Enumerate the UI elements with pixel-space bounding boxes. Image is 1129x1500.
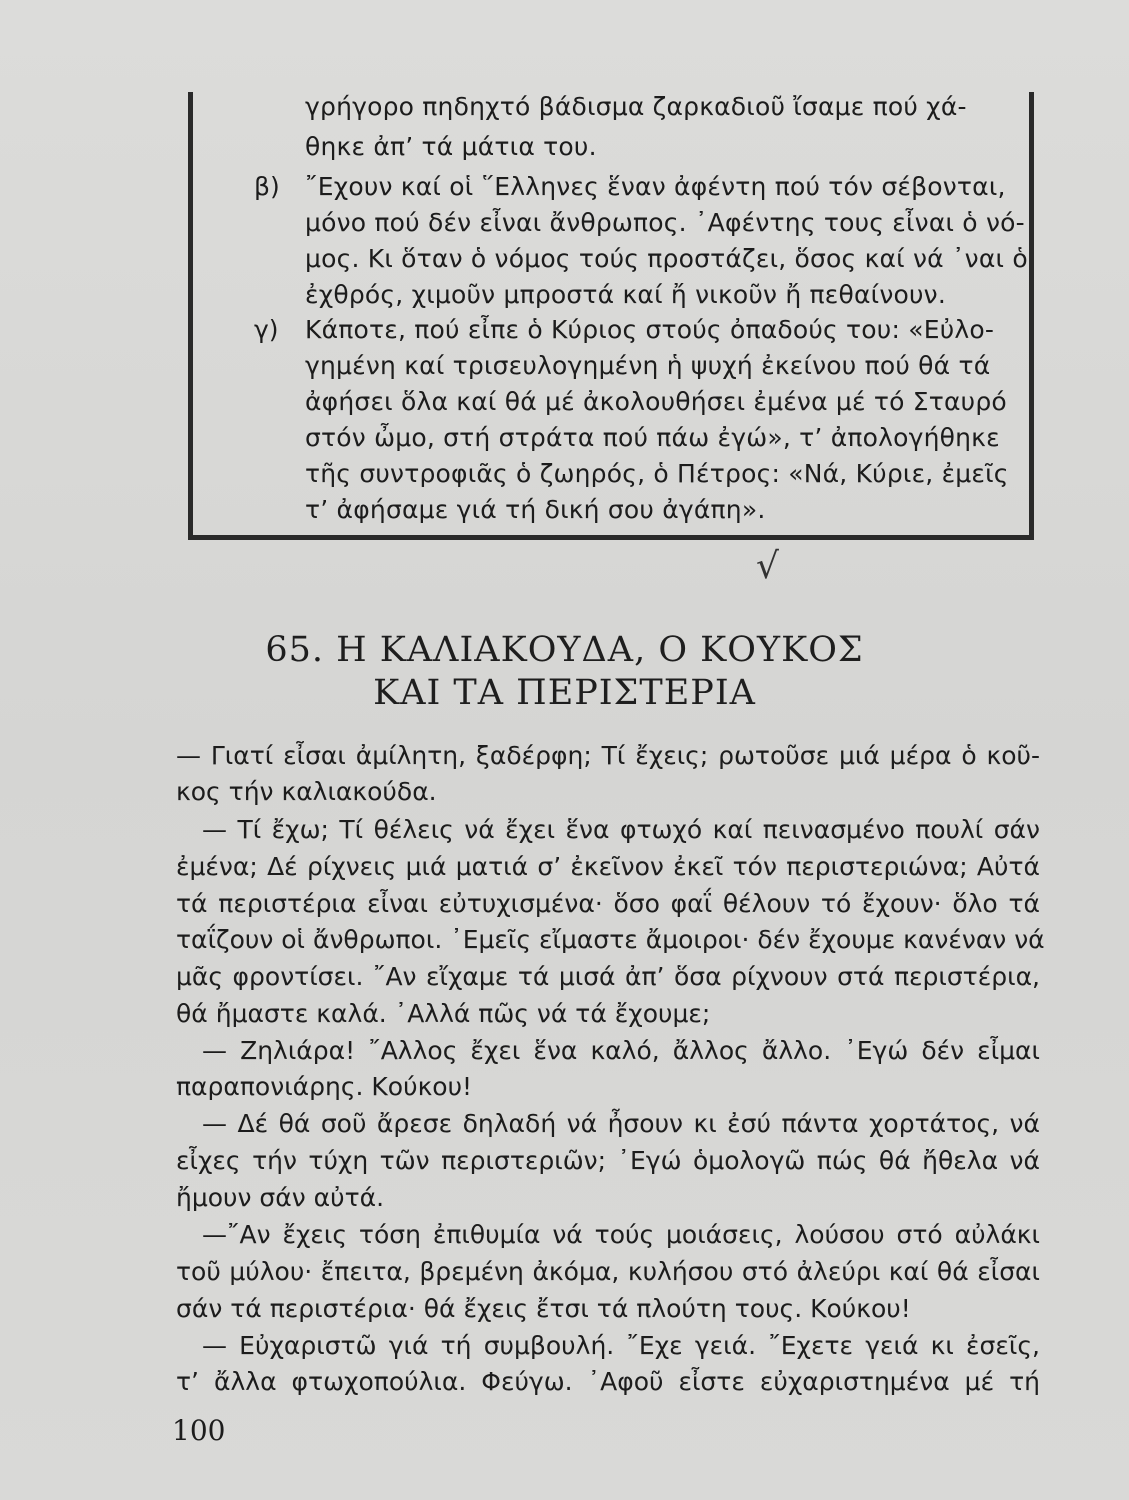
body-line: σάν τά περιστέρια· θά ἔχεις ἔτσι τά πλούτη τους. Κούκου! — [176, 1294, 911, 1323]
body-line: — Γιατί εἶσαι ἀμίλητη, ξαδέρφη; Τί ἔχεις; ρωτοῦσε μιά μέρα ὁ κοῦ- — [176, 741, 1040, 770]
chapter-title-line2: ΚΑΙ ΤΑ ΠΕΡΙΣΤΕΡΙΑ — [373, 673, 756, 713]
handwritten-check-mark: √ — [756, 546, 779, 587]
page-number: 100 — [172, 1414, 226, 1447]
excerpt-line: μος. Κι ὅταν ὁ νόμος τούς προστάζει, ὅσος καί νά ᾿ναι ὁ — [305, 244, 1028, 273]
excerpt-line: τῆς συντροφιᾶς ὁ ζωηρός, ὁ Πέτρος: «Νά, Κύριε, ἐμεῖς — [305, 459, 1009, 488]
body-line: — Δέ θά σοῦ ἄρεσε δηλαδή νά ἦσουν κι ἐσύ πάντα χορτάτος, νά — [202, 1109, 1040, 1138]
body-line: κος τήν καλιακούδα. — [176, 777, 437, 806]
excerpt-line: τ’ ἀφήσαμε γιά τή δική σου ἀγάπη». — [305, 495, 766, 524]
body-line: παραπονιάρης. Κούκου! — [176, 1072, 473, 1101]
excerpt-line: θηκε ἀπ’ τά μάτια του. — [305, 132, 597, 161]
body-line: τοῦ μύλου· ἔπειτα, βρεμένη ἀκόμα, κυλήσου στό ἀλεύρι καί θά εἶσαι — [176, 1257, 1040, 1286]
excerpt-line: ῎Εχουν καί οἱ ῞Ελληνες ἕναν ἀφέντη πού τόν σέβονται, — [305, 172, 1006, 201]
excerpt-line: γρήγορο πηδηχτό βάδισμα ζαρκαδιοῦ ἴσαμε πού χά- — [305, 92, 967, 121]
body-line: τ’ ἄλλα φτωχοπούλια. Φεύγω. ᾿Αφοῦ εἶστε εὐχαριστημένα μέ τή — [176, 1367, 1040, 1396]
body-line: εἶχες τήν τύχη τῶν περιστεριῶν; ᾿Εγώ ὁμολογῶ πώς θά ἤθελα νά — [176, 1146, 1040, 1175]
body-line: — Τί ἔχω; Τί θέλεις νά ἔχει ἕνα φτωχό καί πεινασμένο πουλί σάν — [202, 815, 1040, 844]
body-line: θά ἤμαστε καλά. ᾿Αλλά πῶς νά τά ἔχουμε; — [176, 999, 711, 1028]
chapter-title-line1: 65. Η ΚΑΛΙΑΚΟΥΔΑ, Ο ΚΟΥΚΟΣ — [265, 630, 864, 670]
body-line: ἐμένα; Δέ ρίχνεις μιά ματιά σ’ ἐκεῖνον ἐκεῖ τόν περιστεριώνα; Αὐτά — [176, 852, 1040, 881]
body-line: —῎Αν ἔχεις τόση ἐπιθυμία νά τούς μοιάσεις, λούσου στό αὐλάκι — [202, 1220, 1040, 1249]
item-marker-b: β) — [254, 172, 280, 201]
excerpt-line: γημένη καί τρισευλογημένη ἡ ψυχή ἐκείνου πού θά τά — [305, 351, 991, 380]
excerpt-line: μόνο πού δέν εἶναι ἄνθρωπος. ᾿Αφέντης τους εἶναι ὁ νό- — [305, 208, 1025, 237]
body-line: ταΐζουν οἱ ἄνθρωποι. ᾿Εμεῖς εἴμαστε ἄμοιροι· δέν ἔχουμε κανέναν νά — [176, 925, 1045, 954]
excerpt-line: στόν ὦμο, στή στράτα πού πάω ἐγώ», τ’ ἀπολογήθηκε — [305, 423, 1000, 452]
body-line: — Ζηλιάρα! ῎Αλλος ἔχει ἕνα καλό, ἄλλος ἄλλο. ᾿Εγώ δέν εἶμαι — [202, 1036, 1040, 1065]
body-line: τά περιστέρια εἶναι εὐτυχισμένα· ὅσο φαΐ θέλουν τό ἔχουν· ὅλο τά — [176, 889, 1040, 918]
excerpt-line: Κάποτε, πού εἶπε ὁ Κύριος στούς ὀπαδούς του: «Εὐλο- — [305, 315, 995, 344]
excerpt-line: ἐχθρός, χιμοῦν μπροστά καί ἤ νικοῦν ἤ πεθαίνουν. — [305, 280, 946, 309]
item-marker-c: γ) — [254, 315, 279, 344]
body-line: — Εὐχαριστῶ γιά τή συμβουλή. ῎Εχε γειά. ῎Εχετε γειά κι ἐσεῖς, — [202, 1331, 1040, 1360]
body-line: μᾶς φροντίσει. ῎Αν εἴχαμε τά μισά ἀπ’ ὅσα ρίχνουν στά περιστέρια, — [176, 962, 1040, 991]
body-line: ἤμουν σάν αὐτά. — [176, 1183, 385, 1212]
excerpt-line: ἀφήσει ὅλα καί θά μέ ἀκολουθήσει ἐμένα μέ τό Σταυρό — [305, 387, 1007, 416]
